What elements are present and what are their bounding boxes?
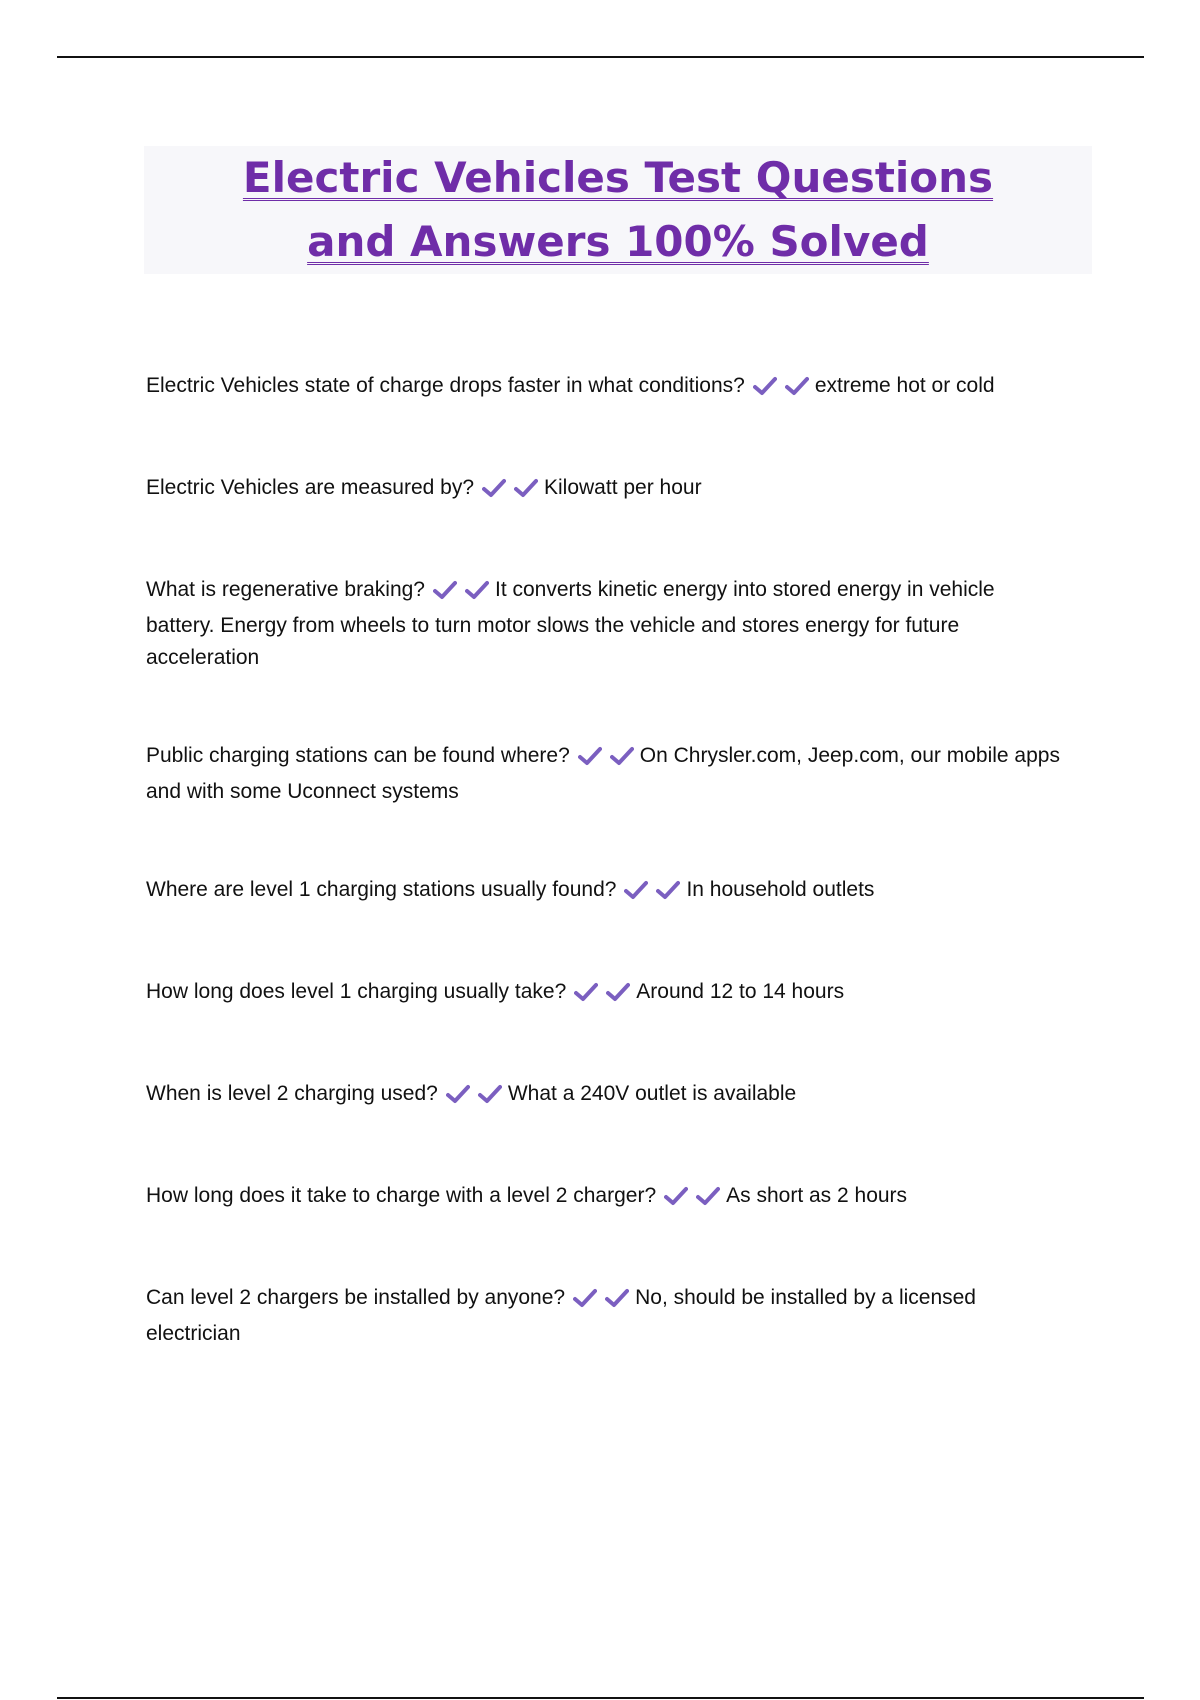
qa-item	[146, 574, 1066, 674]
answer-text: extreme hot or cold	[814, 374, 995, 397]
question-text: When is level 2 charging used?	[146, 1082, 438, 1105]
title-banner	[144, 146, 1092, 274]
answer-text: In household outlets	[686, 878, 875, 901]
qa-item	[146, 1282, 1066, 1350]
question-text: Can level 2 chargers be installed by anyone?	[146, 1286, 566, 1309]
check-icon	[696, 1186, 720, 1206]
check-icon	[624, 880, 648, 900]
check-icon	[433, 580, 457, 600]
answer-text: What a 240V outlet is available	[507, 1082, 797, 1105]
check-icon	[753, 376, 777, 396]
answer-text: No, should be installed by a licensed electrician	[146, 1286, 976, 1345]
qa-list	[146, 370, 1066, 1350]
check-icon	[465, 580, 489, 600]
question-text: What is regenerative braking?	[146, 578, 425, 601]
qa-item	[146, 370, 1066, 406]
check-icon	[664, 1186, 688, 1206]
check-marks	[664, 1184, 720, 1216]
question-text: Public charging stations can be found where?	[146, 744, 570, 767]
check-icon	[573, 1288, 597, 1308]
question-text: How long does it take to charge with a level 2 charger?	[146, 1184, 657, 1207]
check-icon	[610, 746, 634, 766]
question-text: Where are level 1 charging stations usually found?	[146, 878, 617, 901]
check-icon	[514, 478, 538, 498]
check-icon	[605, 1288, 629, 1308]
check-icon	[578, 746, 602, 766]
document-title: Electric Vehicles Test Questions and Answers 100% Solved	[242, 153, 994, 266]
question-text: How long does level 1 charging usually take?	[146, 980, 567, 1003]
check-marks	[624, 878, 680, 910]
qa-item	[146, 1078, 1066, 1114]
check-marks	[433, 578, 489, 610]
check-icon	[446, 1084, 470, 1104]
check-icon	[656, 880, 680, 900]
check-icon	[785, 376, 809, 396]
answer-text: It converts kinetic energy into stored energy in vehicle battery. Energy from wheels to turn motor slows the vehicle and stores energy for future acceleration	[146, 578, 995, 669]
qa-item	[146, 874, 1066, 910]
check-marks	[482, 476, 538, 508]
answer-text: Around 12 to 14 hours	[636, 980, 845, 1003]
top-rule	[57, 56, 1144, 58]
check-marks	[446, 1082, 502, 1114]
bottom-rule	[57, 1697, 1144, 1699]
answer-text: On Chrysler.com, Jeep.com, our mobile apps and with some Uconnect systems	[146, 744, 1060, 803]
answer-text: Kilowatt per hour	[544, 476, 702, 499]
qa-item	[146, 976, 1066, 1012]
qa-item	[146, 472, 1066, 508]
qa-item	[146, 1180, 1066, 1216]
qa-item	[146, 740, 1066, 808]
check-marks	[753, 374, 809, 406]
check-marks	[573, 1286, 629, 1318]
question-text: Electric Vehicles state of charge drops faster in what conditions?	[146, 374, 745, 397]
check-icon	[482, 478, 506, 498]
answer-text: As short as 2 hours	[726, 1184, 908, 1207]
check-icon	[478, 1084, 502, 1104]
question-text: Electric Vehicles are measured by?	[146, 476, 474, 499]
check-marks	[578, 744, 634, 776]
check-marks	[574, 980, 630, 1012]
check-icon	[574, 982, 598, 1002]
check-icon	[606, 982, 630, 1002]
